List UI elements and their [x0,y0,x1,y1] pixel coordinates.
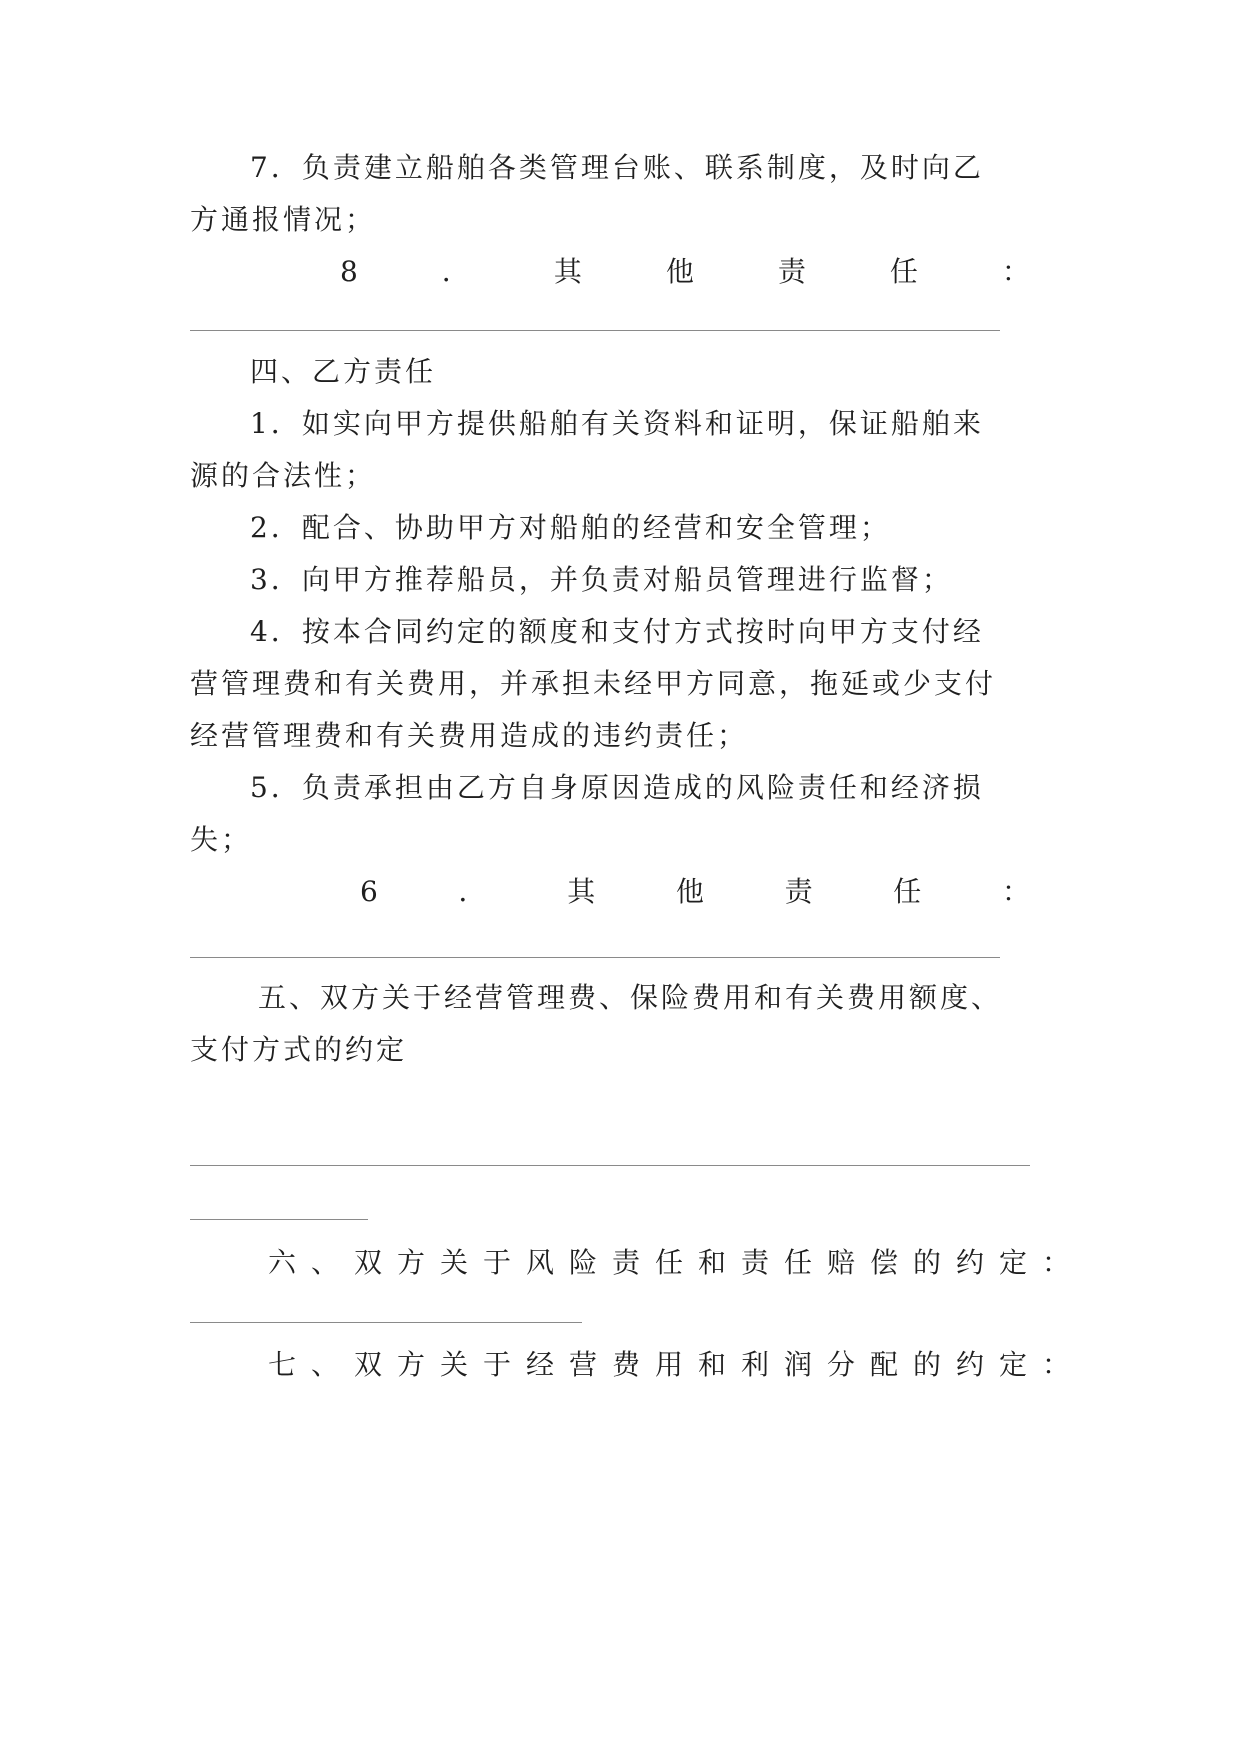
fill-in-line [190,1322,582,1323]
item5-line2: 失； [190,823,253,856]
item7-line1: 7．负责建立船舶各类管理台账、联系制度，及时向乙 [250,151,984,184]
fill-in-line [190,1219,368,1220]
item6-part: ． [458,875,487,908]
section7-heading: 七、双方关于经营费用和利润分配的约定： [268,1348,1086,1381]
item6-part: 任 [893,875,922,908]
section5-heading-line2: 支付方式的约定 [190,1033,408,1066]
item8-part: ． [441,255,470,288]
item6-other-duties [360,872,1030,912]
item4-line1: 4．按本合同约定的额度和支付方式按时向甲方支付经 [250,615,984,648]
item2: 2．配合、协助甲方对船舶的经营和安全管理； [250,511,891,544]
item8-other-duties [340,252,1030,292]
item8-part: 他 [665,255,694,288]
item8-part: 8 [340,255,358,288]
item8-part: 其 [553,255,582,288]
section6-heading: 六、双方关于风险责任和责任赔偿的约定： [268,1246,1086,1279]
section5-heading-line1: 五、双方关于经营管理费、保险费用和有关费用额度、 [258,981,1003,1014]
item8-part: 任 [889,255,918,288]
fill-in-line [190,1165,1030,1166]
item5-line1: 5．负责承担由乙方自身原因造成的风险责任和经济损 [250,771,984,804]
item6-part: 他 [675,875,704,908]
item8-part: ： [1001,255,1030,288]
item4-line2: 营管理费和有关费用，并承担未经甲方同意，拖延或少支付 [190,667,997,700]
item6-part: 6 [360,875,378,908]
item6-part: 责 [784,875,813,908]
section4-heading: 四、乙方责任 [250,355,437,388]
fill-in-line [190,957,1000,958]
item3: 3．向甲方推荐船员，并负责对船员管理进行监督； [250,563,953,596]
item4-line3: 经营管理费和有关费用造成的违约责任； [190,719,749,752]
fill-in-line [190,330,1000,331]
item6-part: 其 [567,875,596,908]
item7-line2: 方通报情况； [190,203,377,236]
item1-line2: 源的合法性； [190,459,377,492]
item1-line1: 1．如实向甲方提供船舶有关资料和证明，保证船舶来 [250,407,984,440]
item8-part: 责 [777,255,806,288]
item6-part: ： [1001,875,1030,908]
